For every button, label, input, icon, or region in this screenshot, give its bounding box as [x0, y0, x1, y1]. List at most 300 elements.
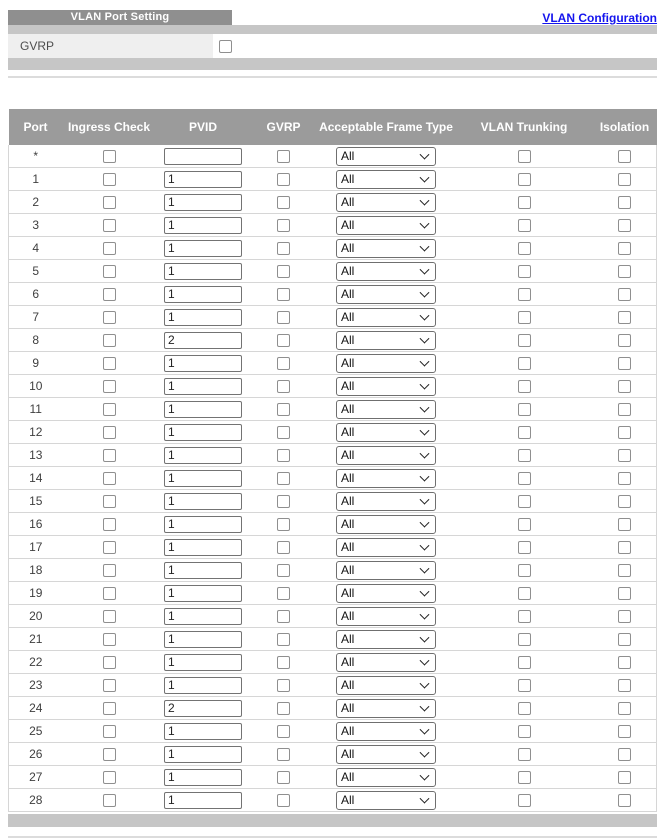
table-row — [9, 720, 657, 743]
vlan-trunking-checkbox[interactable] — [518, 656, 531, 669]
pvid-input[interactable] — [164, 286, 242, 303]
vlan-trunking-checkbox[interactable] — [518, 150, 531, 163]
pvid-input[interactable] — [164, 148, 242, 165]
pvid-cell — [156, 191, 251, 214]
ingress-check-cell — [63, 743, 156, 766]
ingress-check-checkbox[interactable] — [103, 265, 116, 278]
frame-type-select[interactable] — [336, 446, 436, 465]
column-header-pvid: PVID — [156, 109, 251, 145]
pvid-input[interactable] — [164, 401, 242, 418]
frame-type-select-wrap — [336, 469, 436, 488]
top-divider-bar — [8, 25, 657, 34]
gvrp-global-checkbox[interactable] — [219, 40, 232, 53]
gvrp-cell — [251, 789, 317, 812]
pvid-input[interactable] — [164, 194, 242, 211]
frame-type-select-wrap — [336, 561, 436, 580]
frame-type-select-wrap — [336, 745, 436, 764]
vlan-trunking-checkbox[interactable] — [518, 771, 531, 784]
gvrp-cell — [251, 605, 317, 628]
ingress-check-checkbox[interactable] — [103, 334, 116, 347]
vlan-trunking-checkbox[interactable] — [518, 633, 531, 646]
frame-type-select[interactable] — [336, 561, 436, 580]
pvid-cell — [156, 605, 251, 628]
frame-type-select[interactable] — [336, 262, 436, 281]
frame-type-select[interactable] — [336, 768, 436, 787]
pvid-input[interactable] — [164, 355, 242, 372]
vlan-trunking-checkbox[interactable] — [518, 242, 531, 255]
gvrp-cell — [251, 421, 317, 444]
pvid-input[interactable] — [164, 562, 242, 579]
frame-type-select[interactable] — [336, 239, 436, 258]
port-cell — [9, 743, 63, 766]
isolation-checkbox[interactable] — [618, 610, 631, 623]
isolation-checkbox[interactable] — [618, 242, 631, 255]
isolation-checkbox[interactable] — [618, 564, 631, 577]
pvid-input[interactable] — [164, 677, 242, 694]
gvrp-cell — [251, 329, 317, 352]
frame-type-select[interactable] — [336, 377, 436, 396]
ingress-check-checkbox[interactable] — [103, 288, 116, 301]
vlan-trunking-checkbox[interactable] — [518, 288, 531, 301]
frame-type-select[interactable] — [336, 216, 436, 235]
pvid-cell — [156, 168, 251, 191]
isolation-checkbox[interactable] — [618, 380, 631, 393]
isolation-checkbox[interactable] — [618, 449, 631, 462]
port-cell — [9, 766, 63, 789]
gvrp-checkbox[interactable] — [277, 518, 290, 531]
vlan-trunking-checkbox[interactable] — [518, 265, 531, 278]
vlan-trunking-cell — [456, 352, 593, 375]
frame-type-select-wrap — [336, 308, 436, 327]
table-row — [9, 283, 657, 306]
table-row — [9, 536, 657, 559]
frame-type-select[interactable] — [336, 469, 436, 488]
pvid-input[interactable] — [164, 447, 242, 464]
gvrp-cell — [251, 260, 317, 283]
pvid-input[interactable] — [164, 585, 242, 602]
ingress-check-checkbox[interactable] — [103, 725, 116, 738]
ingress-check-checkbox[interactable] — [103, 173, 116, 186]
isolation-cell — [593, 168, 657, 191]
gvrp-cell — [251, 536, 317, 559]
isolation-checkbox[interactable] — [618, 656, 631, 669]
pvid-input[interactable] — [164, 240, 242, 257]
frame-type-select[interactable] — [336, 538, 436, 557]
section-divider — [8, 76, 657, 78]
tab-vlan-port-setting[interactable]: VLAN Port Setting — [8, 10, 232, 25]
gvrp-checkbox[interactable] — [277, 242, 290, 255]
ingress-check-cell — [63, 283, 156, 306]
isolation-checkbox[interactable] — [618, 403, 631, 416]
pvid-input[interactable] — [164, 516, 242, 533]
pvid-input[interactable] — [164, 654, 242, 671]
pvid-cell — [156, 628, 251, 651]
port-label: 21 — [29, 632, 43, 646]
isolation-checkbox[interactable] — [618, 587, 631, 600]
table-row — [9, 444, 657, 467]
pvid-cell — [156, 789, 251, 812]
port-cell — [9, 306, 63, 329]
gvrp-cell — [251, 375, 317, 398]
vlan-trunking-cell — [456, 467, 593, 490]
vlan-trunking-checkbox[interactable] — [518, 403, 531, 416]
pvid-input[interactable] — [164, 470, 242, 487]
ingress-check-cell — [63, 375, 156, 398]
gvrp-label: GVRP — [8, 34, 213, 58]
isolation-cell — [593, 191, 657, 214]
ingress-check-checkbox[interactable] — [103, 196, 116, 209]
isolation-cell — [593, 283, 657, 306]
ingress-check-checkbox[interactable] — [103, 748, 116, 761]
frame-type-select[interactable] — [336, 630, 436, 649]
table-row — [9, 352, 657, 375]
port-table-body — [9, 145, 657, 812]
gvrp-checkbox[interactable] — [277, 541, 290, 554]
ingress-check-cell — [63, 260, 156, 283]
vlan-trunking-cell — [456, 329, 593, 352]
ingress-check-checkbox[interactable] — [103, 242, 116, 255]
frame-type-cell — [317, 444, 456, 467]
pvid-cell — [156, 398, 251, 421]
gvrp-checkbox[interactable] — [277, 288, 290, 301]
port-cell — [9, 421, 63, 444]
port-label: 27 — [29, 770, 43, 784]
isolation-cell — [593, 536, 657, 559]
pvid-input[interactable] — [164, 332, 242, 349]
port-label: 22 — [29, 655, 43, 669]
pvid-input[interactable] — [164, 769, 242, 786]
frame-type-select-wrap — [336, 400, 436, 419]
ingress-check-checkbox[interactable] — [103, 150, 116, 163]
port-cell — [9, 651, 63, 674]
pvid-input[interactable] — [164, 378, 242, 395]
pvid-input[interactable] — [164, 723, 242, 740]
vlan-trunking-cell — [456, 559, 593, 582]
ingress-check-cell — [63, 628, 156, 651]
isolation-cell — [593, 651, 657, 674]
frame-type-cell — [317, 743, 456, 766]
ingress-check-cell — [63, 145, 156, 168]
ingress-check-checkbox[interactable] — [103, 794, 116, 807]
pvid-cell — [156, 260, 251, 283]
vlan-trunking-checkbox[interactable] — [518, 610, 531, 623]
pvid-input[interactable] — [164, 309, 242, 326]
port-label: 17 — [29, 540, 43, 554]
port-cell — [9, 352, 63, 375]
ingress-check-checkbox[interactable] — [103, 357, 116, 370]
gvrp-checkbox[interactable] — [277, 403, 290, 416]
port-label: 1 — [32, 172, 40, 186]
gvrp-checkbox[interactable] — [277, 794, 290, 807]
port-label: 16 — [29, 517, 43, 531]
vlan-trunking-checkbox[interactable] — [518, 518, 531, 531]
vlan-trunking-checkbox[interactable] — [518, 173, 531, 186]
vlan-trunking-checkbox[interactable] — [518, 311, 531, 324]
gvrp-checkbox[interactable] — [277, 679, 290, 692]
pvid-cell — [156, 444, 251, 467]
frame-type-select-wrap — [336, 630, 436, 649]
ingress-check-checkbox[interactable] — [103, 219, 116, 232]
port-cell — [9, 237, 63, 260]
frame-type-select[interactable] — [336, 745, 436, 764]
frame-type-select-wrap — [336, 492, 436, 511]
isolation-checkbox[interactable] — [618, 495, 631, 508]
pvid-cell — [156, 145, 251, 168]
vlan-trunking-cell — [456, 766, 593, 789]
vlan-trunking-checkbox[interactable] — [518, 587, 531, 600]
port-label: 2 — [32, 195, 40, 209]
frame-type-select-wrap — [336, 515, 436, 534]
ingress-check-checkbox[interactable] — [103, 541, 116, 554]
ingress-check-checkbox[interactable] — [103, 426, 116, 439]
isolation-checkbox[interactable] — [618, 196, 631, 209]
ingress-check-checkbox[interactable] — [103, 656, 116, 669]
frame-type-select-wrap — [336, 239, 436, 258]
frame-type-select[interactable] — [336, 193, 436, 212]
frame-type-select[interactable] — [336, 653, 436, 672]
port-cell — [9, 628, 63, 651]
pvid-input[interactable] — [164, 217, 242, 234]
ingress-check-checkbox[interactable] — [103, 472, 116, 485]
isolation-checkbox[interactable] — [618, 357, 631, 370]
frame-type-select[interactable] — [336, 699, 436, 718]
gvrp-checkbox[interactable] — [277, 265, 290, 278]
frame-type-select-wrap — [336, 538, 436, 557]
table-row — [9, 490, 657, 513]
frame-type-select[interactable] — [336, 515, 436, 534]
pvid-input[interactable] — [164, 608, 242, 625]
table-row — [9, 375, 657, 398]
vlan-trunking-checkbox[interactable] — [518, 357, 531, 370]
isolation-cell — [593, 559, 657, 582]
column-header-acceptable-frame-type: Acceptable Frame Type — [317, 109, 456, 145]
pvid-cell — [156, 720, 251, 743]
pvid-input[interactable] — [164, 539, 242, 556]
gvrp-checkbox[interactable] — [277, 587, 290, 600]
pvid-input[interactable] — [164, 700, 242, 717]
isolation-cell — [593, 513, 657, 536]
column-header-gvrp: GVRP — [251, 109, 317, 145]
isolation-checkbox[interactable] — [618, 748, 631, 761]
ingress-check-checkbox[interactable] — [103, 311, 116, 324]
isolation-checkbox[interactable] — [618, 311, 631, 324]
isolation-checkbox[interactable] — [618, 679, 631, 692]
isolation-checkbox[interactable] — [618, 771, 631, 784]
isolation-checkbox[interactable] — [618, 150, 631, 163]
vlan-trunking-checkbox[interactable] — [518, 219, 531, 232]
gvrp-checkbox[interactable] — [277, 449, 290, 462]
isolation-checkbox[interactable] — [618, 173, 631, 186]
port-cell — [9, 674, 63, 697]
gvrp-checkbox[interactable] — [277, 311, 290, 324]
gvrp-checkbox[interactable] — [277, 380, 290, 393]
vlan-trunking-checkbox[interactable] — [518, 196, 531, 209]
gvrp-checkbox[interactable] — [277, 771, 290, 784]
vlan-trunking-checkbox[interactable] — [518, 426, 531, 439]
ingress-check-checkbox[interactable] — [103, 679, 116, 692]
gvrp-cell — [251, 651, 317, 674]
gvrp-checkbox[interactable] — [277, 725, 290, 738]
isolation-checkbox[interactable] — [618, 288, 631, 301]
gvrp-checkbox[interactable] — [277, 196, 290, 209]
ingress-check-cell — [63, 559, 156, 582]
gvrp-checkbox[interactable] — [277, 610, 290, 623]
port-cell — [9, 789, 63, 812]
gvrp-cell — [251, 582, 317, 605]
table-row — [9, 582, 657, 605]
isolation-checkbox[interactable] — [618, 794, 631, 807]
isolation-cell — [593, 444, 657, 467]
frame-type-cell — [317, 329, 456, 352]
frame-type-select[interactable] — [336, 147, 436, 166]
ingress-check-checkbox[interactable] — [103, 449, 116, 462]
isolation-checkbox[interactable] — [618, 633, 631, 646]
vlan-trunking-checkbox[interactable] — [518, 679, 531, 692]
gvrp-checkbox[interactable] — [277, 633, 290, 646]
ingress-check-cell — [63, 191, 156, 214]
vlan-trunking-checkbox[interactable] — [518, 702, 531, 715]
gvrp-checkbox[interactable] — [277, 334, 290, 347]
pvid-input[interactable] — [164, 631, 242, 648]
gvrp-cell — [251, 352, 317, 375]
ingress-check-cell — [63, 605, 156, 628]
vlan-trunking-checkbox[interactable] — [518, 449, 531, 462]
gvrp-checkbox[interactable] — [277, 472, 290, 485]
ingress-check-checkbox[interactable] — [103, 610, 116, 623]
port-label: 12 — [29, 425, 43, 439]
vlan-trunking-checkbox[interactable] — [518, 380, 531, 393]
vlan-trunking-cell — [456, 536, 593, 559]
ingress-check-cell — [63, 421, 156, 444]
pvid-cell — [156, 697, 251, 720]
vlan-trunking-checkbox[interactable] — [518, 495, 531, 508]
frame-type-select-wrap — [336, 653, 436, 672]
gvrp-checkbox[interactable] — [277, 426, 290, 439]
gvrp-checkbox[interactable] — [277, 748, 290, 761]
ingress-check-checkbox[interactable] — [103, 587, 116, 600]
frame-type-select[interactable] — [336, 331, 436, 350]
frame-type-cell — [317, 720, 456, 743]
pvid-cell — [156, 651, 251, 674]
isolation-checkbox[interactable] — [618, 725, 631, 738]
isolation-checkbox[interactable] — [618, 472, 631, 485]
vlan-trunking-checkbox[interactable] — [518, 748, 531, 761]
ingress-check-checkbox[interactable] — [103, 518, 116, 531]
isolation-checkbox[interactable] — [618, 219, 631, 232]
ingress-check-cell — [63, 697, 156, 720]
pvid-cell — [156, 674, 251, 697]
frame-type-select[interactable] — [336, 492, 436, 511]
ingress-check-checkbox[interactable] — [103, 702, 116, 715]
pvid-input[interactable] — [164, 424, 242, 441]
isolation-checkbox[interactable] — [618, 426, 631, 439]
frame-type-select[interactable] — [336, 354, 436, 373]
gvrp-checkbox[interactable] — [277, 656, 290, 669]
pvid-input[interactable] — [164, 746, 242, 763]
frame-type-cell — [317, 375, 456, 398]
gvrp-checkbox[interactable] — [277, 702, 290, 715]
port-label: * — [33, 149, 39, 163]
frame-type-cell — [317, 605, 456, 628]
table-row — [9, 214, 657, 237]
pvid-cell — [156, 283, 251, 306]
gvrp-setting-row — [8, 34, 657, 58]
gvrp-checkbox[interactable] — [277, 564, 290, 577]
ingress-check-cell — [63, 582, 156, 605]
vlan-trunking-checkbox[interactable] — [518, 472, 531, 485]
vlan-trunking-checkbox[interactable] — [518, 794, 531, 807]
frame-type-select[interactable] — [336, 308, 436, 327]
pvid-input[interactable] — [164, 792, 242, 809]
port-label: 4 — [32, 241, 40, 255]
isolation-checkbox[interactable] — [618, 702, 631, 715]
frame-type-cell — [317, 214, 456, 237]
isolation-checkbox[interactable] — [618, 541, 631, 554]
gvrp-checkbox[interactable] — [277, 219, 290, 232]
ingress-check-cell — [63, 766, 156, 789]
gvrp-cell — [251, 697, 317, 720]
ingress-check-cell — [63, 398, 156, 421]
frame-type-cell — [317, 237, 456, 260]
gvrp-checkbox[interactable] — [277, 495, 290, 508]
tab-bar — [8, 10, 657, 25]
ingress-check-checkbox[interactable] — [103, 771, 116, 784]
ingress-check-checkbox[interactable] — [103, 380, 116, 393]
vlan-trunking-checkbox[interactable] — [518, 334, 531, 347]
gvrp-cell — [251, 766, 317, 789]
frame-type-select[interactable] — [336, 584, 436, 603]
ingress-check-checkbox[interactable] — [103, 495, 116, 508]
table-footer-bar — [8, 814, 657, 827]
pvid-input[interactable] — [164, 493, 242, 510]
gvrp-cell — [251, 214, 317, 237]
vlan-configuration-link[interactable]: VLAN Configuration — [542, 10, 657, 25]
frame-type-select[interactable] — [336, 722, 436, 741]
isolation-checkbox[interactable] — [618, 334, 631, 347]
frame-type-select[interactable] — [336, 676, 436, 695]
isolation-cell — [593, 329, 657, 352]
table-header-row — [9, 109, 657, 145]
ingress-check-checkbox[interactable] — [103, 564, 116, 577]
frame-type-select-wrap — [336, 584, 436, 603]
gvrp-checkbox[interactable] — [277, 150, 290, 163]
vlan-trunking-checkbox[interactable] — [518, 564, 531, 577]
frame-type-cell — [317, 352, 456, 375]
frame-type-select[interactable] — [336, 285, 436, 304]
frame-type-select-wrap — [336, 170, 436, 189]
frame-type-select[interactable] — [336, 791, 436, 810]
isolation-cell — [593, 237, 657, 260]
pvid-cell — [156, 467, 251, 490]
gvrp-checkbox[interactable] — [277, 173, 290, 186]
pvid-input[interactable] — [164, 171, 242, 188]
isolation-checkbox[interactable] — [618, 265, 631, 278]
frame-type-select[interactable] — [336, 607, 436, 626]
ingress-check-checkbox[interactable] — [103, 633, 116, 646]
frame-type-select[interactable] — [336, 400, 436, 419]
frame-type-select[interactable] — [336, 423, 436, 442]
table-row — [9, 743, 657, 766]
frame-type-select[interactable] — [336, 170, 436, 189]
gvrp-checkbox[interactable] — [277, 357, 290, 370]
pvid-input[interactable] — [164, 263, 242, 280]
ingress-check-cell — [63, 214, 156, 237]
isolation-cell — [593, 306, 657, 329]
ingress-check-checkbox[interactable] — [103, 403, 116, 416]
isolation-checkbox[interactable] — [618, 518, 631, 531]
vlan-trunking-checkbox[interactable] — [518, 725, 531, 738]
vlan-trunking-checkbox[interactable] — [518, 541, 531, 554]
